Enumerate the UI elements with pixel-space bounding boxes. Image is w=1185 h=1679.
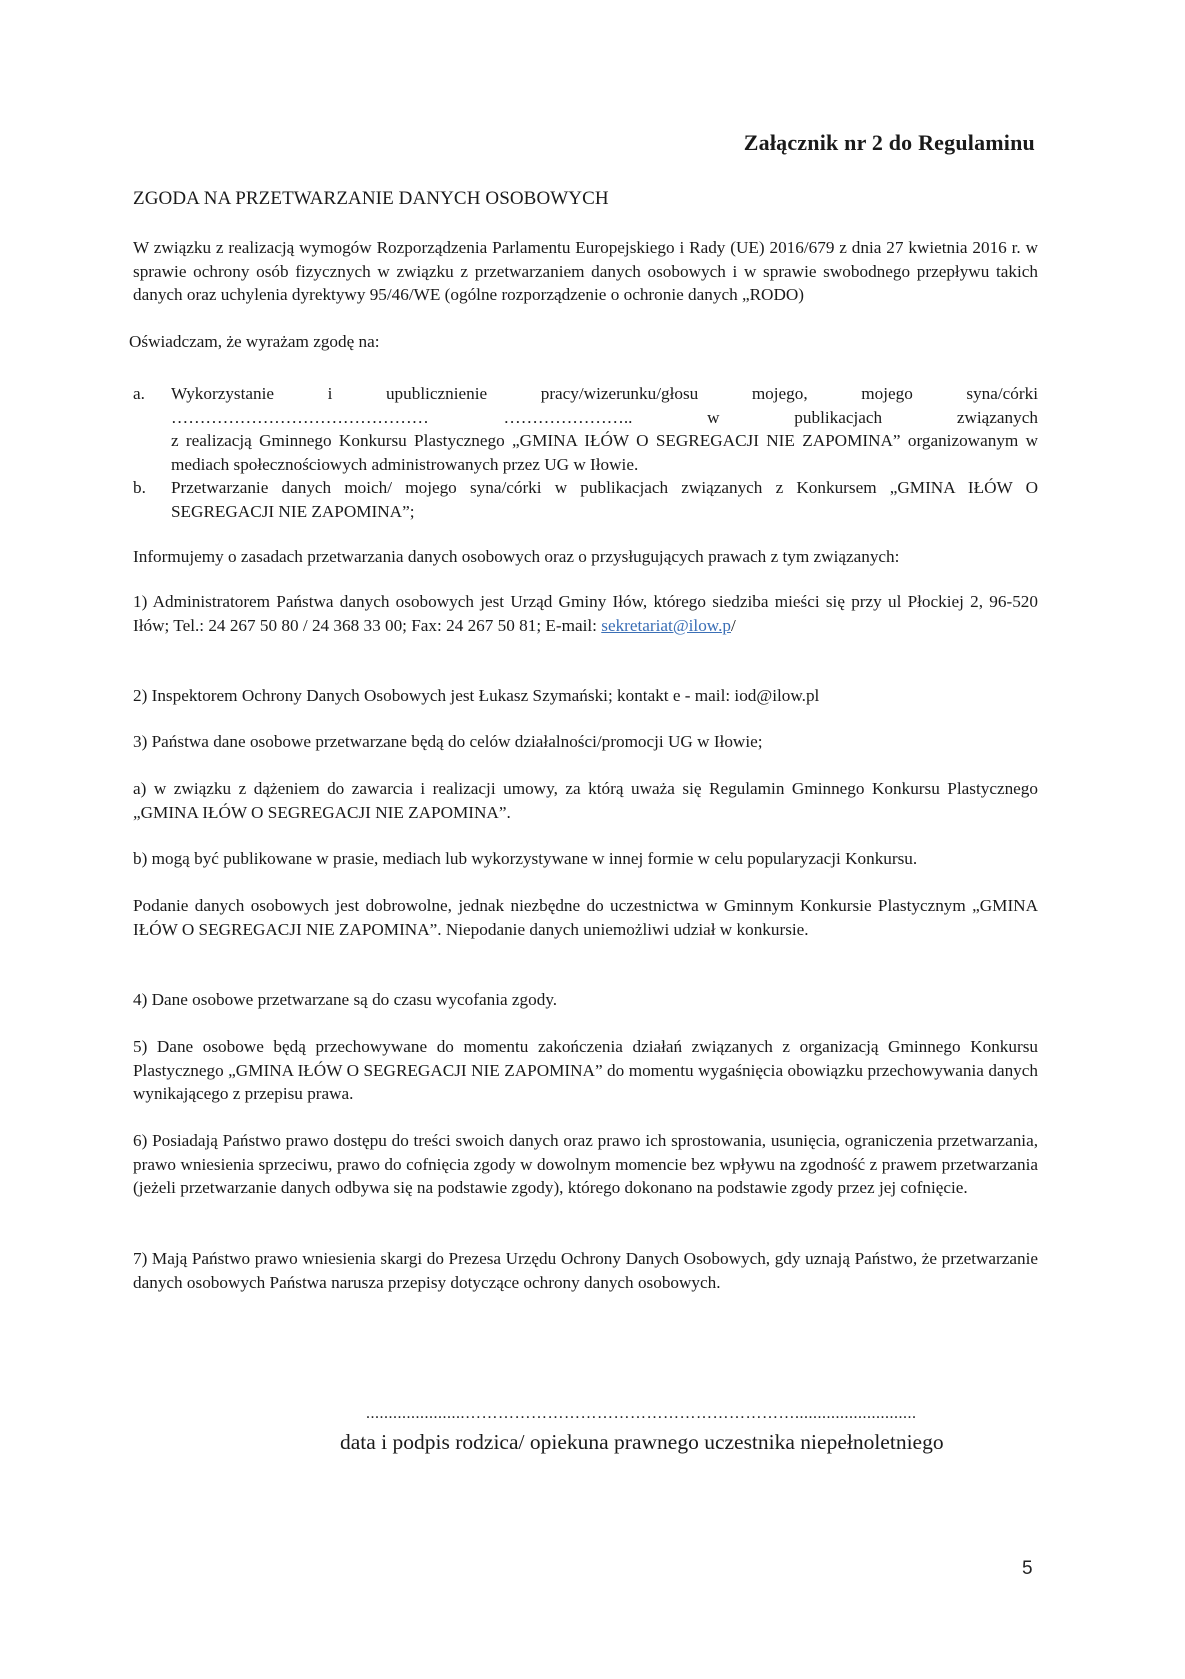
list-marker: b. <box>133 478 146 497</box>
word: mojego <box>861 384 913 403</box>
consent-item-b-text: Przetwarzanie danych moich/ mojego syna/córki w publikacjach związanych z Konkursem „GMINA IŁÓW O SEGREGACJI NIE ZAPOMINA”; <box>171 478 1038 521</box>
signature-line[interactable]: ......................……………………………………………………........................... <box>366 1405 917 1422</box>
point-3b: b) mogą być publikowane w prasie, mediach lub wykorzystywane w innej formie w celu popularyzacji Konkursu. <box>133 849 918 868</box>
point-7: 7) Mają Państwo prawo wniesienia skargi do Prezesa Urzędu Ochrony Danych Osobowych, gdy uznają Państwo, że przetwarzanie danych osobowych Państwa narusza przepisy dotyczące ochrony danych osobowych. <box>133 1249 1038 1292</box>
voluntary-consent-paragraph: Podanie danych osobowych jest dobrowolne, jednak niezbędne do uczestnictwa w Gminnym Konkursie Plastycznym „GMINA IŁÓW O SEGREGACJI NIE ZAPOMINA”. Niepodanie danych uniemożliwi udział w konkursie. <box>133 896 1038 939</box>
word: pracy/wizerunku/głosu <box>540 384 699 403</box>
annex-heading: Załącznik nr 2 do Regulaminu <box>743 130 1035 155</box>
word: związanych <box>956 407 1038 427</box>
point-5: 5) Dane osobowe będą przechowywane do momentu zakończenia działań związanych z organizacją Gminnego Konkursu Plastycznego „GMINA IŁÓW O SEGREGACJI NIE ZAPOMINA” do momentu wygaśnięcia obowiązku przechowywania danych wynikającego z przepisu prawa. <box>133 1037 1038 1103</box>
point-4: 4) Dane osobowe przetwarzane są do czasu wycofania zgody. <box>133 990 558 1009</box>
consent-item-a <box>133 382 1038 476</box>
word: w <box>707 407 720 427</box>
point-2-inspector: 2) Inspektorem Ochrony Danych Osobowych jest Łukasz Szymański; kontakt e - mail: iod@ilow.pl <box>133 686 820 705</box>
word: mojego, <box>751 384 808 403</box>
page-number: 5 <box>1022 1558 1033 1579</box>
intro-paragraph: W związku z realizacją wymogów Rozporządzenia Parlamentu Europejskiego i Rady (UE) 2016/679 z dnia 27 kwietnia 2016 r. w sprawie ochrony osób fizycznych w związku z przetwarzaniem danych osobowych i w sprawie swobodnego przepływu takich danych oraz uchylenia dyrektywy 95/46/WE (ogólne rozporządzenie o ochronie danych „RODO) <box>133 238 1038 304</box>
point-1-suffix: / <box>730 615 736 635</box>
point-1-administrator <box>133 590 1038 637</box>
surname-blank-field[interactable]: ………………….. <box>503 407 633 427</box>
info-intro: Informujemy o zasadach przetwarzania danych osobowych oraz o przysługujących prawach z tym związanych: <box>133 547 900 566</box>
signature-label: data i podpis rodzica/ opiekuna prawnego uczestnika niepełnoletniego <box>340 1430 944 1454</box>
word: syna/córki <box>966 384 1038 403</box>
consent-list <box>133 382 1038 523</box>
word: Wykorzystanie <box>171 384 275 403</box>
email-link[interactable]: sekretariat@ilow.p <box>601 615 731 635</box>
declaration-line: Oświadczam, że wyrażam zgodę na: <box>129 332 380 351</box>
point-3-purpose: 3) Państwa dane osobowe przetwarzane będą do celów działalności/promocji UG w Iłowie; <box>133 732 763 751</box>
point-6: 6) Posiadają Państwo prawo dostępu do treści swoich danych oraz prawo ich sprostowania, usunięcia, ograniczenia przetwarzania, prawo wniesienia sprzeciwu, prawo do cofnięcia zgody w dowolnym momencie bez wpływu na zgodność z prawem przetwarzania (jeżeli przetwarzanie danych odbywa się na podstawie zgody), którego dokonano na podstawie zgody przez jej cofnięcie. <box>133 1131 1038 1197</box>
word: upublicznienie <box>385 384 488 403</box>
consent-item-a-rest: z realizacją Gminnego Konkursu Plastycznego „GMINA IŁÓW O SEGREGACJI NIE ZAPOMINA” organizowanym w mediach społecznościowych administrowanych przez UG w Iłowie. <box>171 431 1038 474</box>
consent-item-a-line2 <box>171 406 1038 430</box>
list-marker: a. <box>133 384 145 403</box>
point-1-text: 1) Administratorem Państwa danych osobowych jest Urząd Gminy Iłów, którego siedziba mieści się przy ul Płockiej 2, 96-520 Iłów; Tel.: 24 267 50 80 / 24 368 33 00; Fax: 24 267 50 81; E-mail: <box>133 592 1038 635</box>
document-title: ZGODA NA PRZETWARZANIE DANYCH OSOBOWYCH <box>133 188 609 209</box>
word: publikacjach <box>794 407 883 427</box>
name-blank-field[interactable]: ……………………………………… <box>171 407 429 427</box>
consent-item-a-line1 <box>171 382 1038 406</box>
consent-item-b <box>133 476 1038 523</box>
word: i <box>327 384 333 403</box>
point-3a: a) w związku z dążeniem do zawarcia i realizacji umowy, za którą uważa się Regulamin Gminnego Konkursu Plastycznego „GMINA IŁÓW O SEGREGACJI NIE ZAPOMINA”. <box>133 779 1038 822</box>
